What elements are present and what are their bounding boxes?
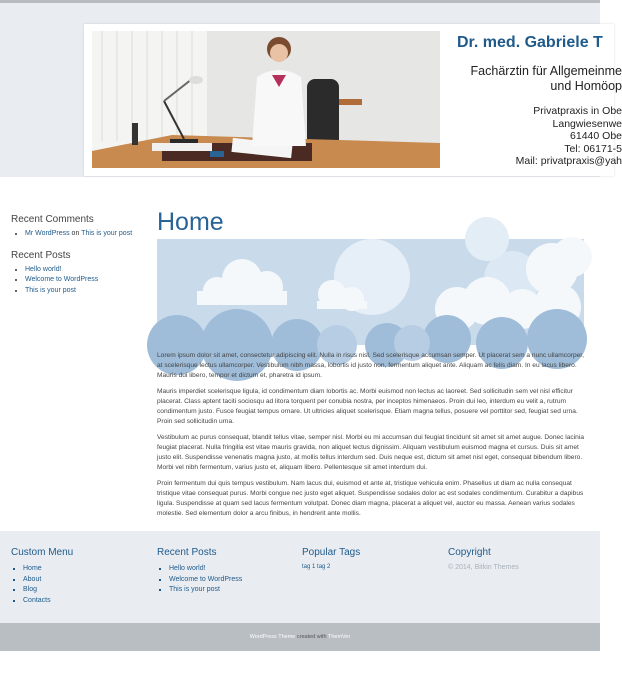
custom-menu-title: Custom Menu [11,547,74,558]
recent-posts-widget [11,250,151,297]
doctor-name: Dr. med. Gabriele T [457,34,603,51]
footer-menu-home[interactable]: Home [23,565,42,572]
comment-post-link[interactable]: This is your post [81,230,133,237]
practice-address [516,105,622,168]
bottom-bar [0,623,600,651]
recent-comments-title: Recent Comments [11,214,94,225]
page-title: Home [157,208,224,236]
comment-connector: on [69,230,82,237]
doctor-photo [92,31,440,168]
footer-popular-tags [302,547,437,570]
tag-link[interactable]: tag 1 [302,564,316,570]
tag-cloud [302,564,437,570]
footer-post-link[interactable]: Welcome to WordPress [169,575,243,583]
address-line-3: 61440 Obe [570,130,622,142]
comment-item [25,229,151,240]
content-paragraph: Mauris imperdiet scelerisque ligula, id condimentum diam lobortis ac. Morbi euismod non lectus ac laoreet. Sed sollicitudin sem vel nisl efficitur placerat. Class aptent taciti sociosqu ad litora torquent per conubia nostra, per inceptos himenaeos. Proin dui leo, interdum eu velit a, rutrum condimentum justo. Fusce feugiat tempus ornare. Ut ultricies aliquet scelerisque. Etiam magna tellus, posuere vel porttitor sed, feugiat sed urna. Proin sed sollicitudin urna. [157,388,578,425]
footer-recent-posts [157,547,292,596]
footer-menu-about[interactable]: About [23,575,42,583]
themver-link[interactable]: ThemVer [327,634,351,640]
popular-tags-title: Popular Tags [302,547,361,558]
phone-line: Tel: 06171-5 [564,142,622,155]
footer-menu-blog[interactable]: Blog [23,586,38,593]
recent-posts-title: Recent Posts [11,249,71,261]
specialty-line-2: und Homöop [550,79,622,93]
footer [0,531,600,623]
email-line: Mail: privatpraxis@yah [515,155,622,167]
content-paragraph: Vestibulum ac purus consequat, blandit tellus vitae, semper nisl. Morbi eu mi accumsan dui feugiat tincidunt sit amet sit amet augue. Donec lacinia feugiat placerat. Nulla fringilla est vitae mauris gravida, non aliquet lectus dignissim. Aliquam vestibulum euismod magna et cursus. Duis sit amet justo elit. Suspendisse venenatis magna justo, at mollis tellus interdum sed. Duis neque est, dictum sit amet nisl eget, consequat bibendum libero. Morbi vel nibh fermentum, varius justo et, aliquam libero. Pellentesque sit amet interdum dui. [157,434,584,471]
comment-author-link[interactable]: Mr WordPress [25,230,70,237]
doctor-specialty [471,64,622,94]
sidebar [11,214,151,306]
footer-post-link[interactable]: Hello world! [169,565,206,572]
footer-post-link[interactable]: This is your post [169,586,220,593]
copyright-title: Copyright [448,547,491,558]
copyright-text: © 2014, Bitkin Themes [448,564,519,571]
content-paragraph: Lorem ipsum dolor sit amet, consectetur adipiscing elit. Nulla in risus nisl. Sed scelerisque accumsan semper. Ut placerat sem a nunc ullamcorper, at scelerisque lectus ullamcorper. Vestibulum nibh massa, lobortis id justo non, fermentum aliquet ante. Aliquam ac felis diam. In eu lacus libero. Mauris dui libero, tempor et dictum et, pharetra id ipsum. [157,352,584,379]
address-line-2: Langwiesenwe [552,117,622,130]
created-with-text: created with [295,634,328,640]
footer-custom-menu [11,547,146,606]
footer-menu-contacts[interactable]: Contacts [23,596,51,604]
tag-link[interactable]: tag 2 [317,564,331,570]
main-content [157,207,585,519]
header-card [84,24,622,176]
clouds-hero-image [157,239,584,345]
content-paragraph: Proin fermentum dui quis tempus vestibulum. Nam lacus dui, euismod et ante at, tristique vehicula enim. Phasellus ut diam ac nulla consequat tristique vitae consequat purus. Morbi congue nec justo eget aliquet. Suspendisse sodales dolor ac est sodales condimentum. Curabitur a dapibus ligula. Suspendisse at quam sed lacus fermentum volutpat. Donec diam magna, placerat a aliquet vel, auctor eu massa. Aenean varius sodales molestie. Sed elementum dolor a arcu finibus, in hendrerit ante mollis. [157,480,584,517]
sidebar-post-link[interactable]: Welcome to WordPress [25,276,99,283]
wordpress-theme-link[interactable]: WordPress Theme [249,634,296,640]
recent-comments-widget [11,214,151,240]
sidebar-post-link[interactable]: This is your post [25,286,76,294]
footer-copyright [448,547,583,571]
footer-recent-posts-title: Recent Posts [157,547,217,558]
specialty-line-1: Fachärztin für Allgemeinme [470,64,622,78]
address-line-1: Privatpraxis in Obe [533,105,622,117]
sidebar-post-link[interactable]: Hello world! [25,265,62,273]
